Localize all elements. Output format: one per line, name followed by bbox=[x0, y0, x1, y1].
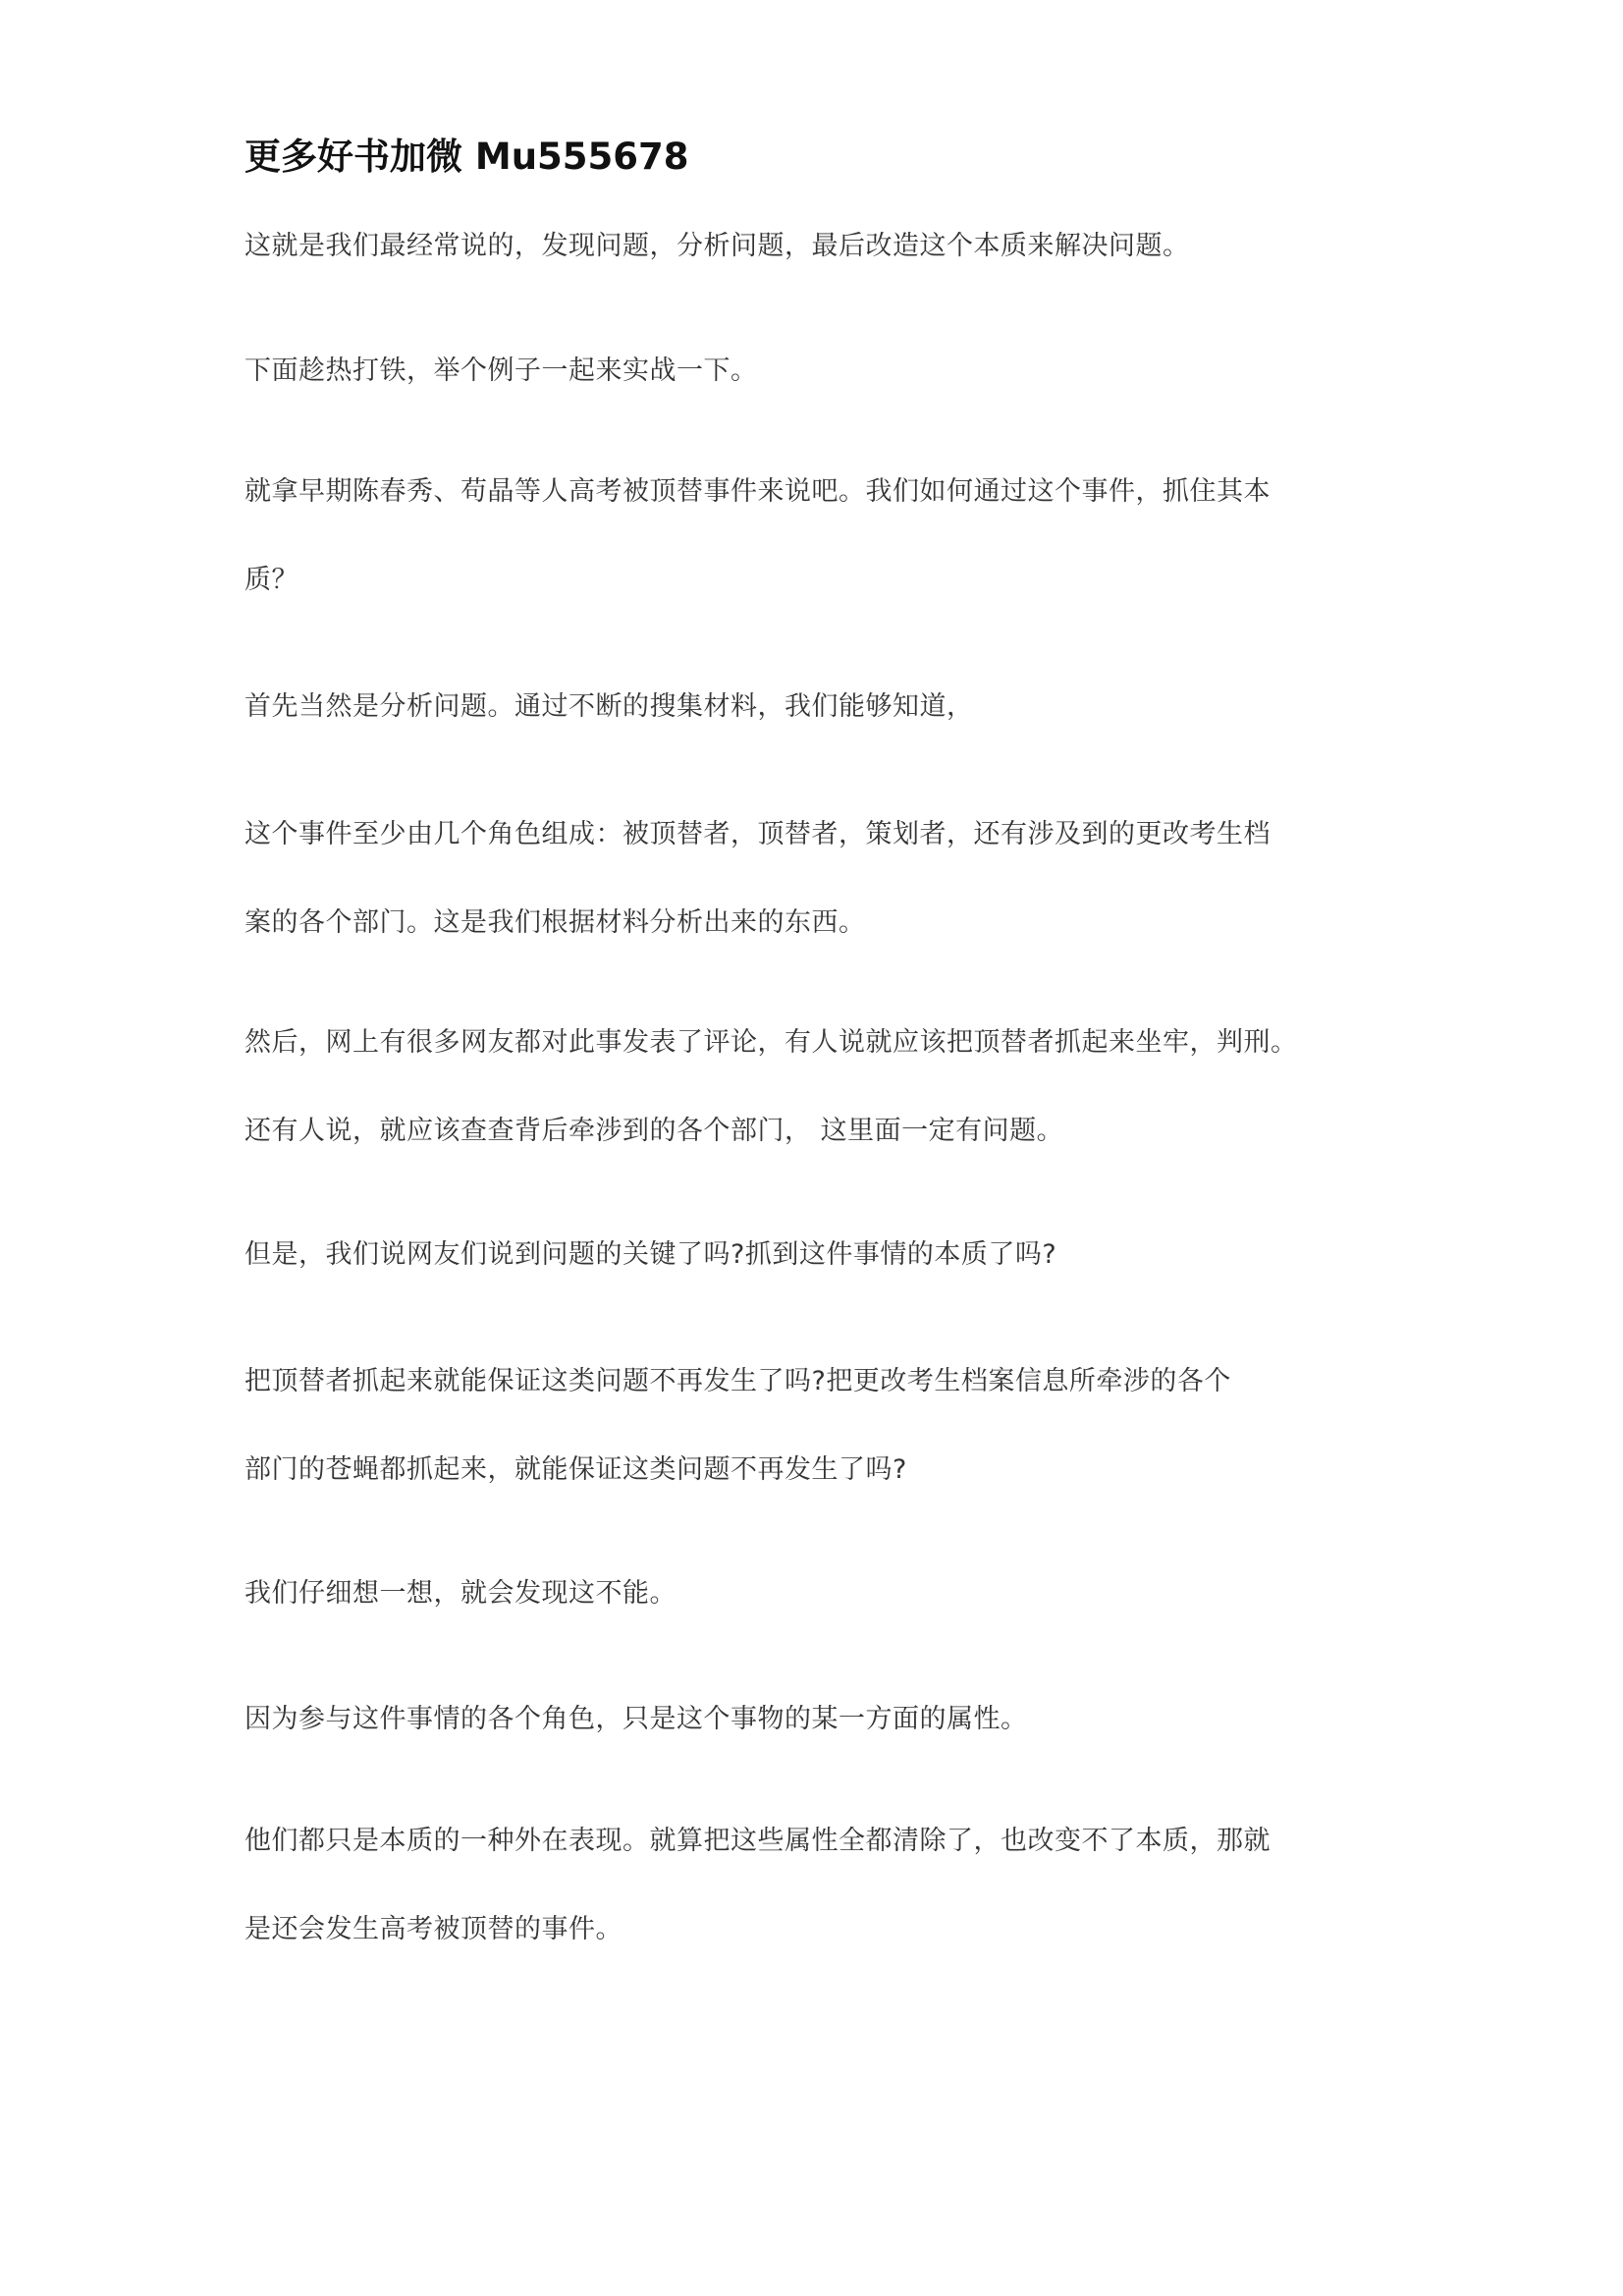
paragraph-line: 质？ bbox=[244, 565, 298, 595]
paragraph-6 bbox=[244, 999, 1393, 1175]
paragraph-line: 因为参与这件事情的各个角色，只是这个事物的某一方面的属性。 bbox=[244, 1704, 1028, 1734]
paragraph-11 bbox=[244, 1797, 1393, 1974]
paragraph-5 bbox=[244, 791, 1393, 967]
paragraph-4 bbox=[244, 663, 1393, 751]
paragraph-line: 还有人说，就应该查查背后牵涉到的各个部门， 这里面一定有问题。 bbox=[244, 1116, 1064, 1146]
paragraph-3 bbox=[244, 448, 1393, 625]
paragraph-1 bbox=[244, 202, 1393, 291]
paragraph-line: 首先当然是分析问题。通过不断的搜集材料，我们能够知道， bbox=[244, 691, 974, 722]
paragraph-line: 把顶替者抓起来就能保证这类问题不再发生了吗?把更改考生档案信息所牵涉的各个 bbox=[244, 1366, 1231, 1396]
paragraph-line: 他们都只是本质的一种外在表现。就算把这些属性全都清除了，也改变不了本质，那就 bbox=[244, 1826, 1271, 1856]
paragraph-line: 然后，网上有很多网友都对此事发表了评论，有人说就应该把顶替者抓起来坐牢，判刑。 bbox=[244, 1027, 1298, 1058]
paragraph-line: 就拿早期陈春秀、苟晶等人高考被顶替事件来说吧。我们如何通过这个事件，抓住其本 bbox=[244, 476, 1271, 507]
paragraph-8 bbox=[244, 1338, 1393, 1514]
paragraph-line: 部门的苍蝇都抓起来，就能保证这类问题不再发生了吗? bbox=[244, 1454, 907, 1485]
paragraph-line: 这就是我们最经常说的，发现问题，分析问题，最后改造这个本质来解决问题。 bbox=[244, 231, 1190, 261]
paragraph-7 bbox=[244, 1211, 1393, 1299]
paragraph-9 bbox=[244, 1550, 1393, 1638]
document-title: 更多好书加微 Mu555678 bbox=[244, 136, 689, 178]
paragraph-line: 案的各个部门。这是我们根据材料分析出来的东西。 bbox=[244, 907, 866, 938]
paragraph-line: 但是，我们说网友们说到问题的关键了吗?抓到这件事情的本质了吗? bbox=[244, 1239, 1057, 1270]
paragraph-line: 下面趁热打铁，举个例子一起来实战一下。 bbox=[244, 355, 758, 386]
paragraph-2 bbox=[244, 327, 1393, 415]
paragraph-line: 是还会发生高考被顶替的事件。 bbox=[244, 1914, 622, 1944]
paragraph-line: 这个事件至少由几个角色组成：被顶替者，顶替者，策划者，还有涉及到的更改考生档 bbox=[244, 819, 1271, 849]
paragraph-line: 我们仔细想一想，就会发现这不能。 bbox=[244, 1578, 676, 1609]
paragraph-10 bbox=[244, 1675, 1393, 1764]
